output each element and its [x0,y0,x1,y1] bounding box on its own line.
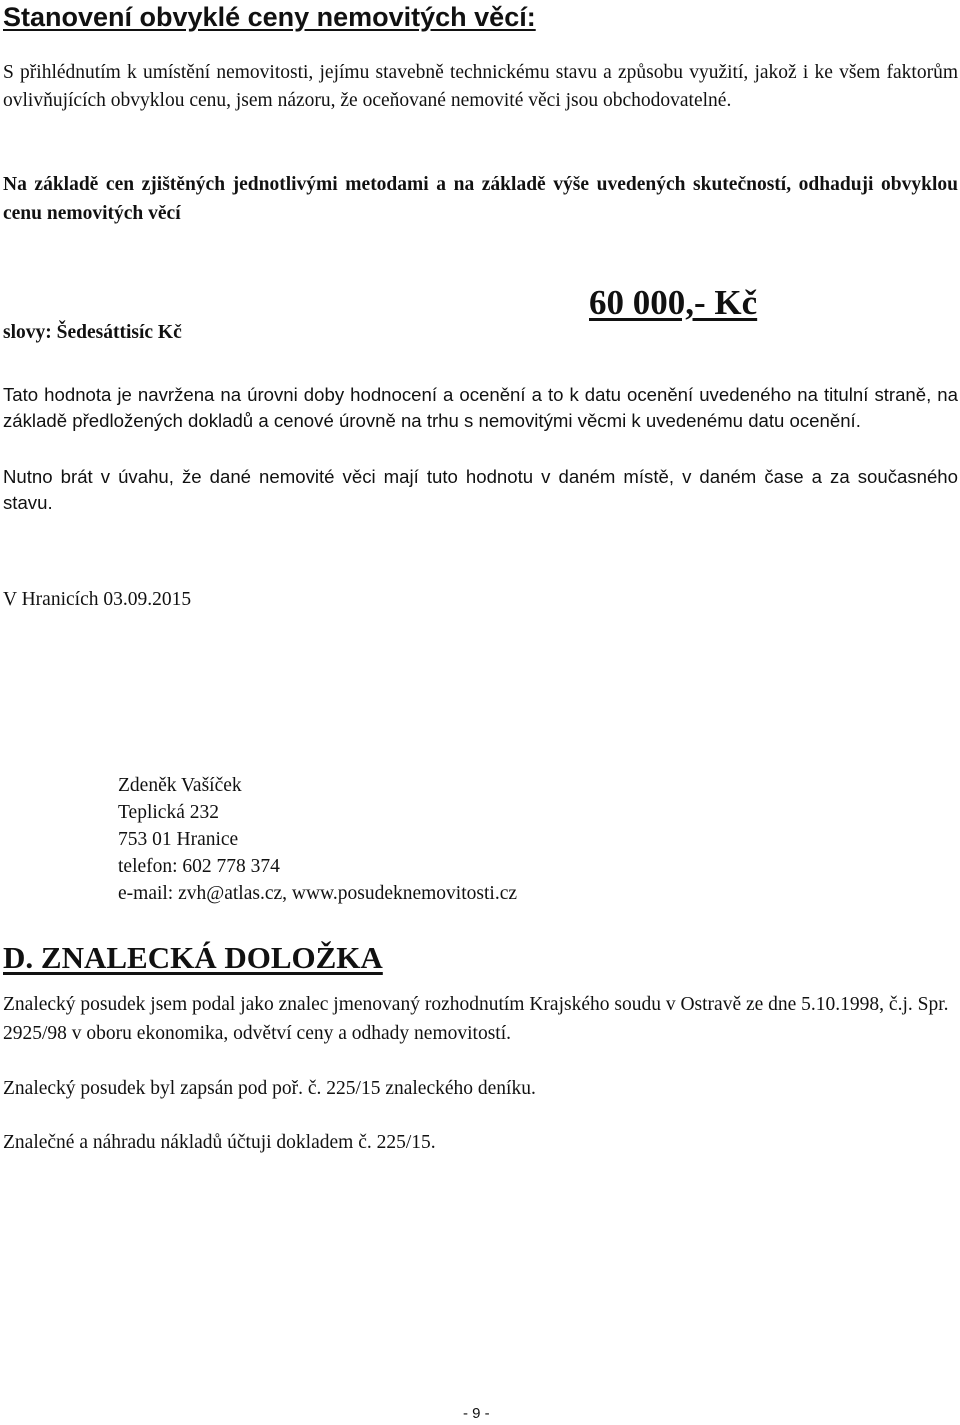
contact-block [118,772,517,907]
contact-phone: telefon: 602 778 374 [118,856,280,877]
section-title: D. ZNALECKÁ DOLOŽKA [3,940,383,975]
contact-name: Zdeněk Vašíček [118,775,242,796]
contact-street: Teplická 232 [118,802,219,823]
explanation-paragraph: Tato hodnota je navržena na úrovni doby hodnocení a ocenění a to k datu ocenění uvedeného na titulní straně, na základě předložených dokladů a cenové úrovně na trhu s nemovitými věcmi k uvedenému datu ocenění. [3,384,958,431]
price-value: 60 000,- Kč [589,283,758,322]
contact-email-web: e-mail: zvh@atlas.cz, www.posudeknemovitosti.cz [118,883,517,904]
price-in-words: slovy: Šedesáttisíc Kč [3,322,182,343]
page-heading: Stanovení obvyklé ceny nemovitých věcí: [3,2,536,32]
section-paragraph: Znalecký posudek byl zapsán pod poř. č. 225/15 znaleckého deníku. [3,1078,536,1099]
explanation-paragraph: Nutno brát v úvahu, že dané nemovité věci mají tuto hodnotu v daném místě, v daném čase a za současného stavu. [3,466,958,513]
place-date: V Hranicích 03.09.2015 [3,589,192,610]
section-paragraph: Znalečné a náhradu nákladů účtuji dokladem č. 225/15. [3,1132,436,1153]
intro-paragraph: S přihlédnutím k umístění nemovitosti, jejímu stavebně technickému stavu a způsobu využití, jakož i ke všem faktorům ovlivňujících obvyklou cenu, jsem názoru, že oceňované nemovité věci jsou obchodovatelné. [3,62,958,111]
section-paragraph: Znalecký posudek jsem podal jako znalec jmenovaný rozhodnutím Krajského soudu v Ostravě ze dne 5.10.1998, č.j. Spr. 2925/98 v oboru ekonomika, odvětví ceny a odhady nemovitostí. [3,994,949,1044]
contact-city: 753 01 Hranice [118,829,239,850]
page-number: - 9 - [463,1405,490,1422]
estimate-paragraph: Na základě cen zjištěných jednotlivými metodami a na základě výše uvedených skutečností, odhaduji obvyklou cenu nemovitých věcí [3,174,958,224]
